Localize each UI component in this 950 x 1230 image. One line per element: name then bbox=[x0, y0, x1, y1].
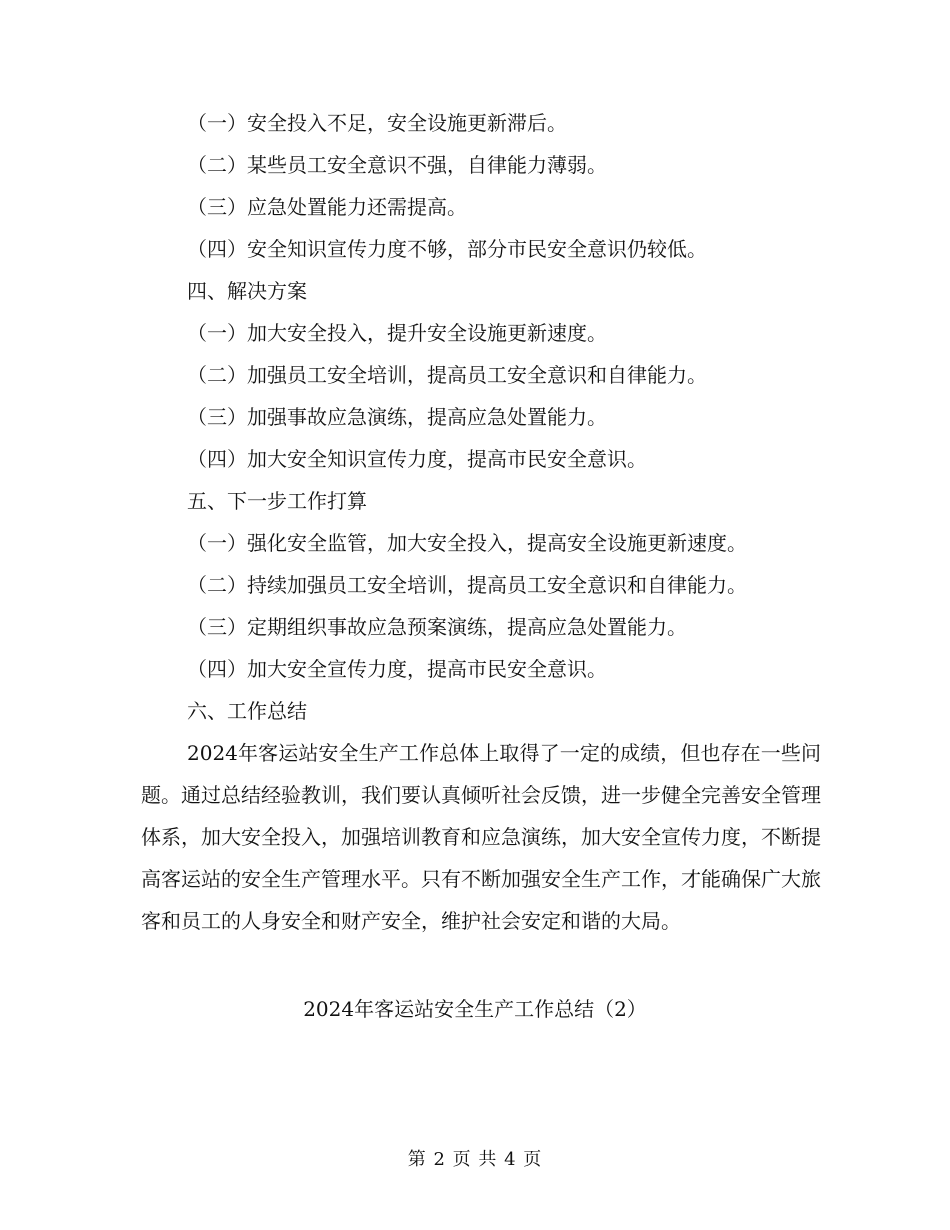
solution-1: （一）加大安全投入，提升安全设施更新速度。 bbox=[187, 321, 607, 345]
solution-4: （四）加大安全知识宣传力度，提高市民安全意识。 bbox=[187, 447, 647, 471]
summary-paragraph: 2024年客运站安全生产工作总体上取得了一定的成绩，但也存在一些问题。通过总结经验教训，我们要认真倾听社会反馈，进一步健全完善安全管理体系，加大安全投入，加强培训教育和应急演练，加大安全宣传力度，不断提高客运站的安全生产管理水平。只有不断加强安全生产工作，才能确保广大旅客和员工的人身安全和财产安全，维护社会安定和谐的大局。 bbox=[141, 741, 821, 933]
solution-2: （二）加强员工安全培训，提高员工安全意识和自律能力。 bbox=[187, 363, 707, 387]
solution-3: （三）加强事故应急演练，提高应急处置能力。 bbox=[187, 405, 607, 429]
plan-1: （一）强化安全监管，加大安全投入，提高安全设施更新速度。 bbox=[187, 531, 747, 555]
issue-2: （二）某些员工安全意识不强，自律能力薄弱。 bbox=[187, 153, 607, 177]
content-lines bbox=[141, 102, 821, 942]
page-footer: 第 2 页 共 4 页 bbox=[407, 1149, 543, 1170]
section-heading-6: 六、工作总结 bbox=[187, 699, 307, 723]
issue-1: （一）安全投入不足，安全设施更新滞后。 bbox=[187, 111, 567, 135]
section-heading-4: 四、解决方案 bbox=[187, 279, 307, 303]
section-heading-5: 五、下一步工作打算 bbox=[187, 489, 367, 513]
plan-3: （三）定期组织事故应急预案演练，提高应急处置能力。 bbox=[187, 615, 687, 639]
issue-4: （四）安全知识宣传力度不够，部分市民安全意识仍较低。 bbox=[187, 237, 707, 261]
issue-3: （三）应急处置能力还需提高。 bbox=[187, 195, 467, 219]
next-section-title: 2024年客运站安全生产工作总结（2） bbox=[303, 997, 647, 1021]
plan-4: （四）加大安全宣传力度，提高市民安全意识。 bbox=[187, 657, 607, 681]
plan-2: （二）持续加强员工安全培训，提高员工安全意识和自律能力。 bbox=[187, 573, 747, 597]
